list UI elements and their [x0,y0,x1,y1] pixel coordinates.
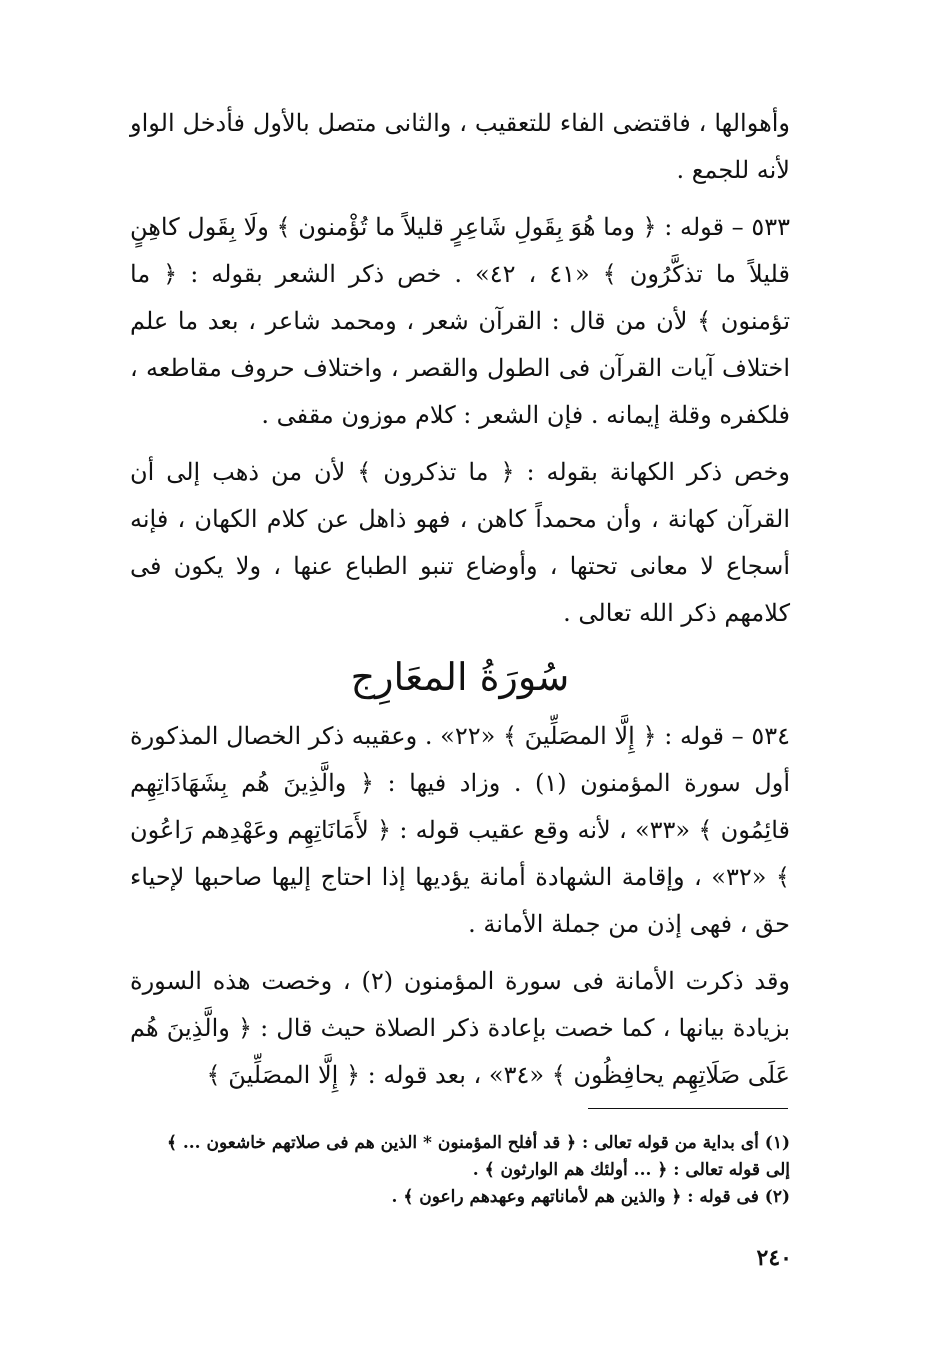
surah-title: سُورَةُ المعَارِج [350,655,570,699]
page-body [130,100,790,1099]
footnote-1-line-2: إلى قوله تعالى : ﴿ ... أولئك هم الوارثون ﴾ . [472,1160,790,1180]
paragraph-kahana: وخص ذكر الكهانة بقوله : ﴿ ما تذكرون ﴾ لأن من ذهب إلى أن القرآن كهانة ، وأن محمداً كاهن ، فهو ذاهل عن كلام الكهان ، فإنه أسجاع لا معانى تحتها ، وأوضاع تنبو الطباع عنها ، ولا يكون فى كلامهم ذكر الله تعالى . [130,458,790,627]
footnote-2: (٢) فى قوله : ﴿ والذين هم لأماناتهم وعهدهم راعون ﴾ . [391,1187,790,1207]
paragraph-533: ٥٣٣ – قوله : ﴿ وما هُوَ بِقَولِ شَاعِرٍ قليلاً ما تُؤْمنون ﴾ ولَا بِقَول كاهِنٍ قليلاً ما تذكَّرُون ﴾ «٤١ ، ٤٢» . خص ذكر الشعر بقوله : ﴿ ما تؤمنون ﴾ لأن من قال : القرآن شعر ، ومحمد شاعر ، بعد ما علم اختلاف آيات القرآن فى الطول والقصر ، واختلاف حروف مقاطعه ، فلكفره وقلة إيمانه . فإن الشعر : كلام موزون مقفى . [130,213,790,429]
paragraph-534: ٥٣٤ – قوله : ﴿ إِلَّا المصَلِّينَ ﴾ «٢٢» . وعقيبه ذكر الخصال المذكورة أول سورة المؤمنون (١) . وزاد فيها : ﴿ والَّذِينَ هُم بِشَهَادَاتِهِم قائِمُون ﴾ «٣٣» ، لأنه وقع عقيب قوله : ﴿ لأَمَانَاتِهِم وعَهْدِهم رَاعُون ﴾ «٣٢» ، وإقامة الشهادة أمانة يؤديها إذا احتاج إليها صاحبها لإحياء حق ، فهى إذن من جملة الأمانة . [130,722,790,938]
paragraph-1: وأهوالها ، فاقتضى الفاء للتعقيب ، والثانى متصل بالأول فأدخل الواو لأنه للجمع . [130,109,790,184]
page-number: ٢٤٠ [756,1245,792,1271]
footnote-divider [588,1108,788,1109]
footnotes [130,1130,790,1211]
paragraph-amana: وقد ذكرت الأمانة فى سورة المؤمنون (٢) ، وخصت هذه السورة بزيادة بيانها ، كما خصت بإعادة ذكر الصلاة حيث قال : ﴿ والَّذِينَ هُم عَلَى صَلَاتِهِم يحافِظُون ﴾ «٣٤» ، بعد قوله : ﴿ إِلَّا المصَلِّينَ ﴾ [130,967,791,1089]
footnote-1-line-1: (١) أى بداية من قوله تعالى : ﴿ قد أفلح المؤمنون * الذين هم فى صلاتهم خاشعون ... ﴾ [166,1133,790,1153]
